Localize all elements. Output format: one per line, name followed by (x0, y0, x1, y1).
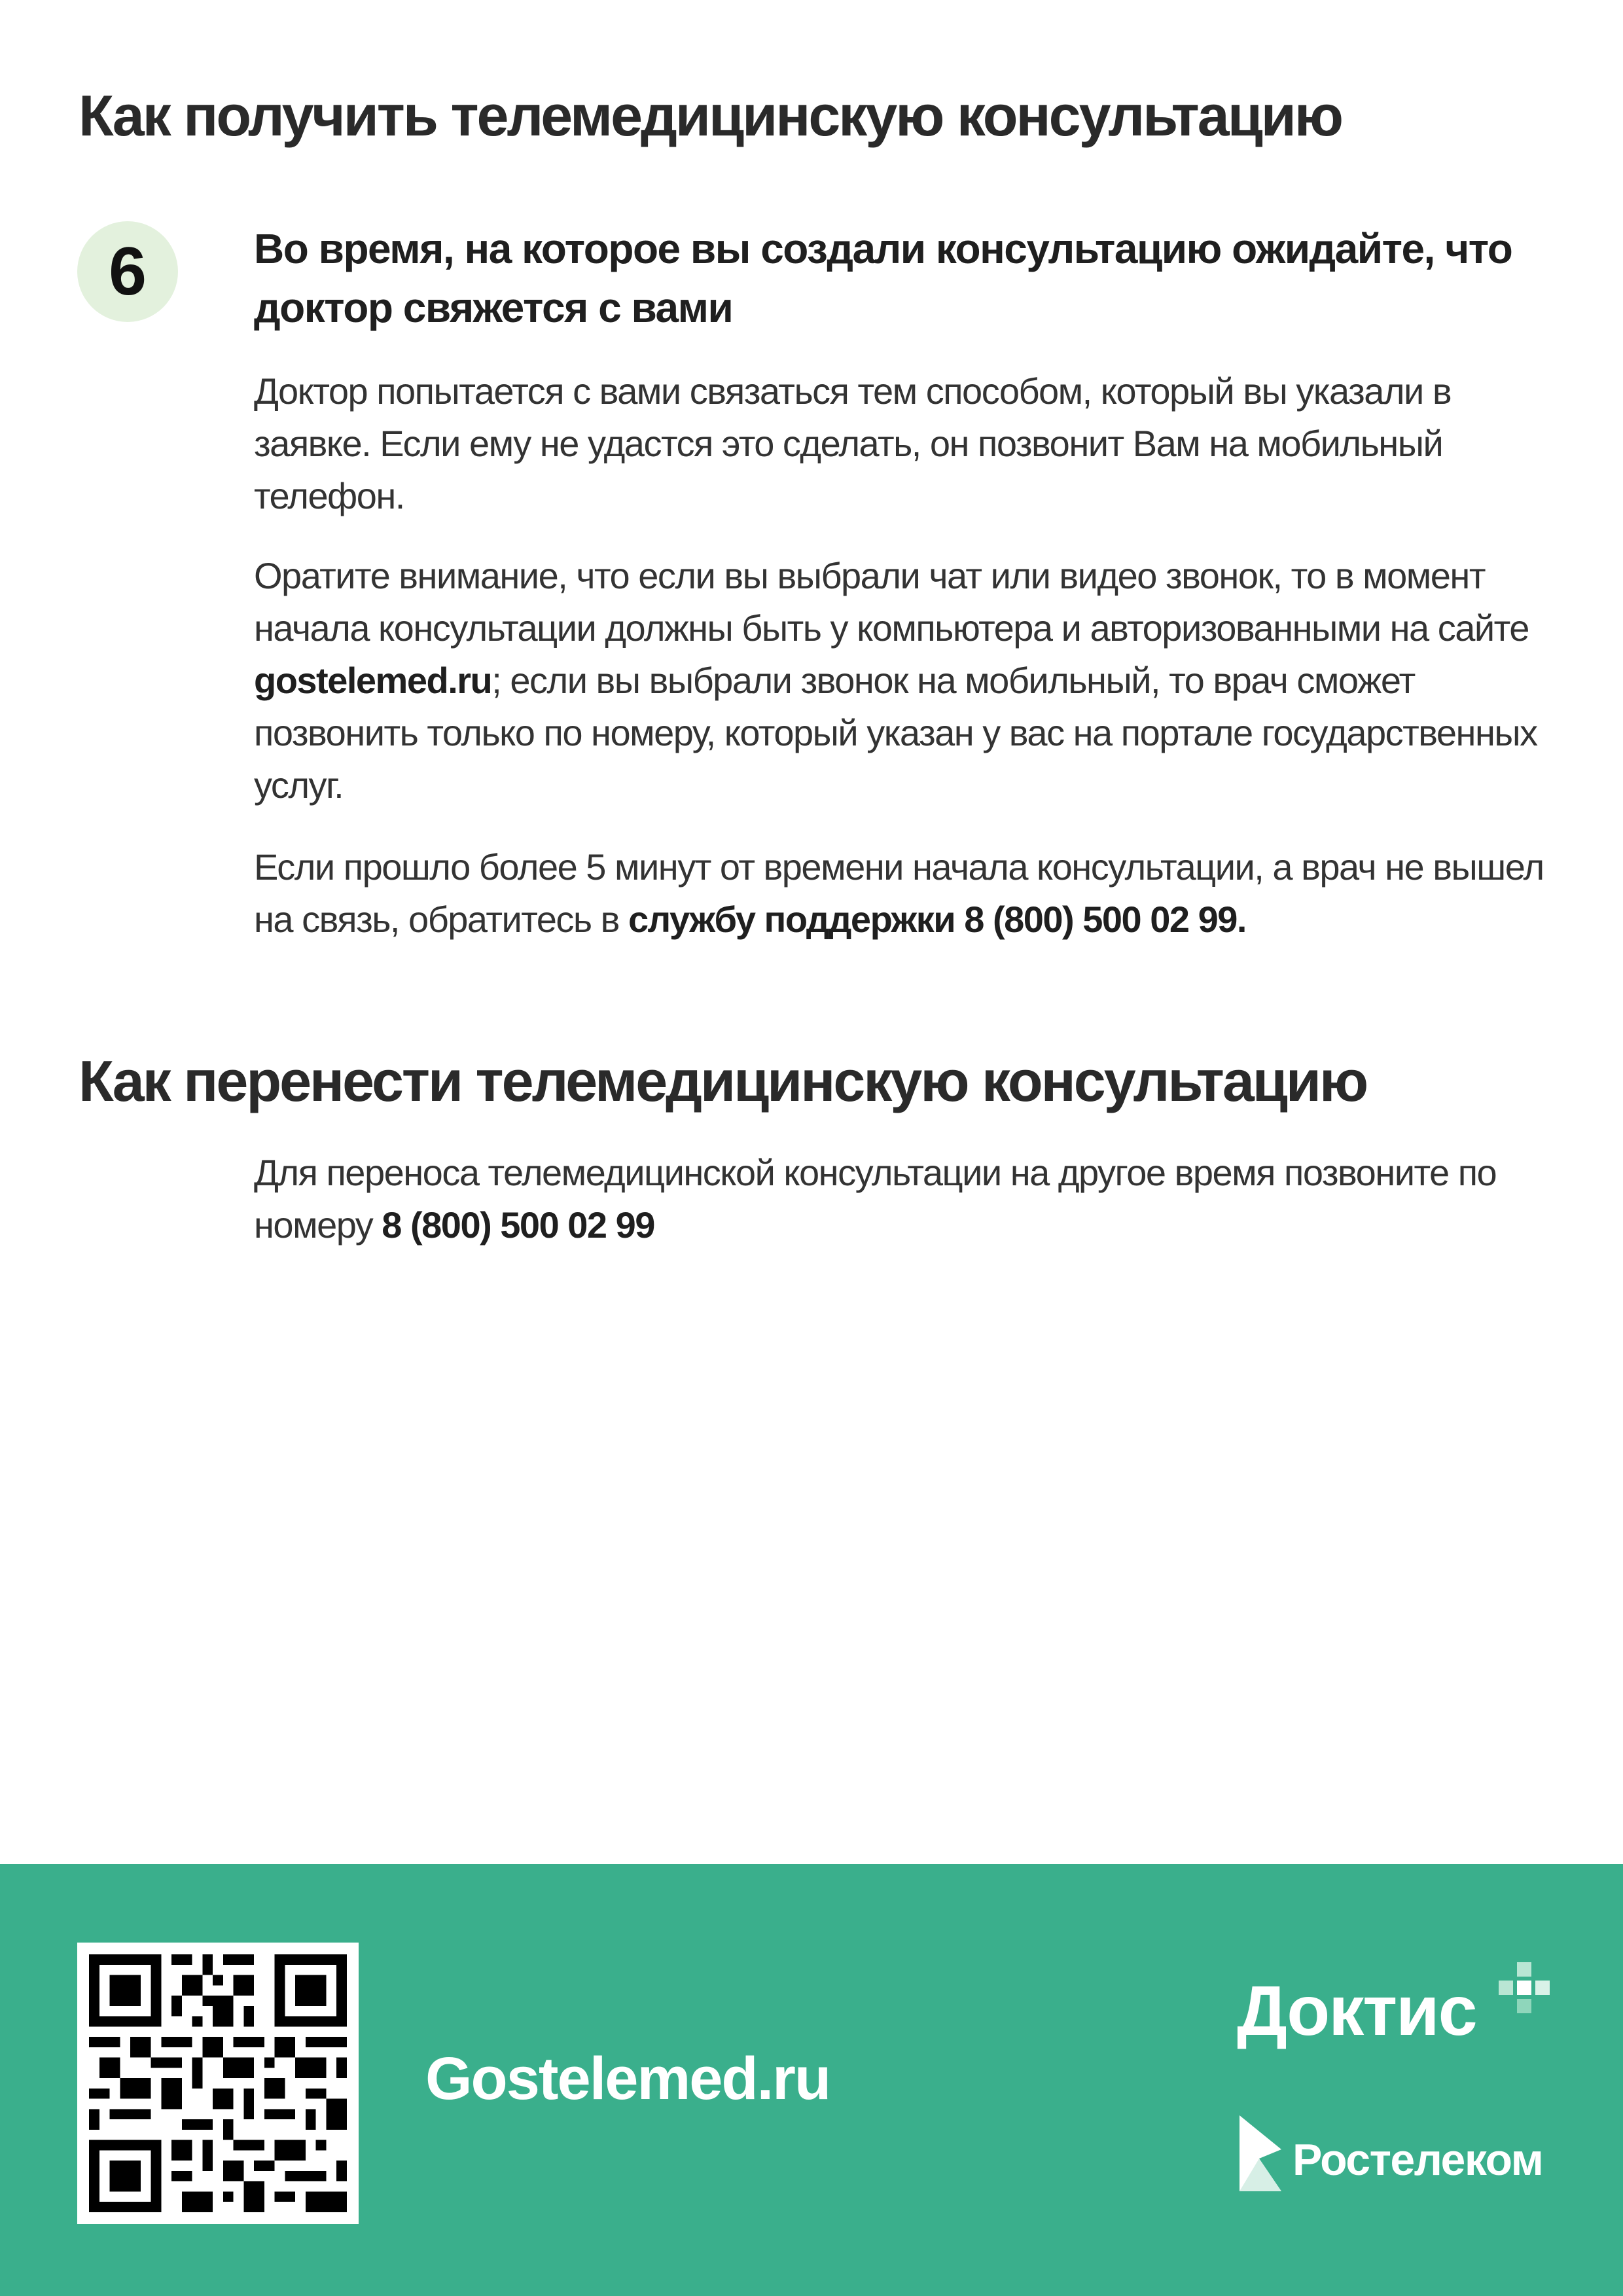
reschedule-phone: 8 (800) 500 02 99 (382, 1204, 654, 1246)
paragraph-support-text: Если прошло более 5 минут от времени начала консультации, а врач не вышел на связь, обратитесь в (254, 846, 1544, 940)
footer-site-link[interactable]: Gostelemed.ru (425, 2045, 830, 2112)
qr-code[interactable] (77, 1943, 359, 2224)
page-title: Как получить телемедицинскую консультацию (79, 83, 1342, 148)
rostelecom-logo: Ростелеком (1293, 2135, 1543, 2185)
support-phone: службу поддержки 8 (800) 500 02 99. (628, 899, 1246, 940)
paragraph-attention-text-end: ; если вы выбрали звонок на мобильный, то врач сможет позвонить только по номеру, который указан у вас на портале государственных услуг. (254, 660, 1537, 806)
section-title-reschedule: Как перенести телемедицинскую консультацию (79, 1049, 1367, 1113)
paragraph-support (254, 841, 1556, 946)
paragraph-doctor-contact: Доктор попытается с вами связаться тем способом, который вы указали в заявке. Если ему не удастся это сделать, он позвонит Вам на мобильный телефон. (254, 370, 1452, 516)
footer-banner (0, 1864, 1623, 2296)
doctis-cross-icon (1499, 1962, 1551, 2015)
paragraph-reschedule (254, 1147, 1556, 1251)
qr-code-icon (89, 1954, 347, 2212)
doctis-logo: Доктис (1237, 1971, 1476, 2050)
rostelecom-logo-icon (1236, 2113, 1285, 2194)
step-number-badge: 6 (77, 221, 178, 322)
paragraph-attention (254, 550, 1556, 812)
paragraph-reschedule-text: Для переноса телемедицинской консультации на другое время позвоните по номеру (254, 1152, 1497, 1246)
site-link[interactable]: gostelemed.ru (254, 660, 492, 701)
paragraph-attention-text: Оратите внимание, что если вы выбрали чат или видео звонок, то в момент начала консультации должны быть у компьютера и авторизованными на сайте (254, 555, 1529, 649)
step-heading: Во время, на которое вы создали консультацию ожидайте, что доктор свяжется с вами (254, 225, 1512, 331)
